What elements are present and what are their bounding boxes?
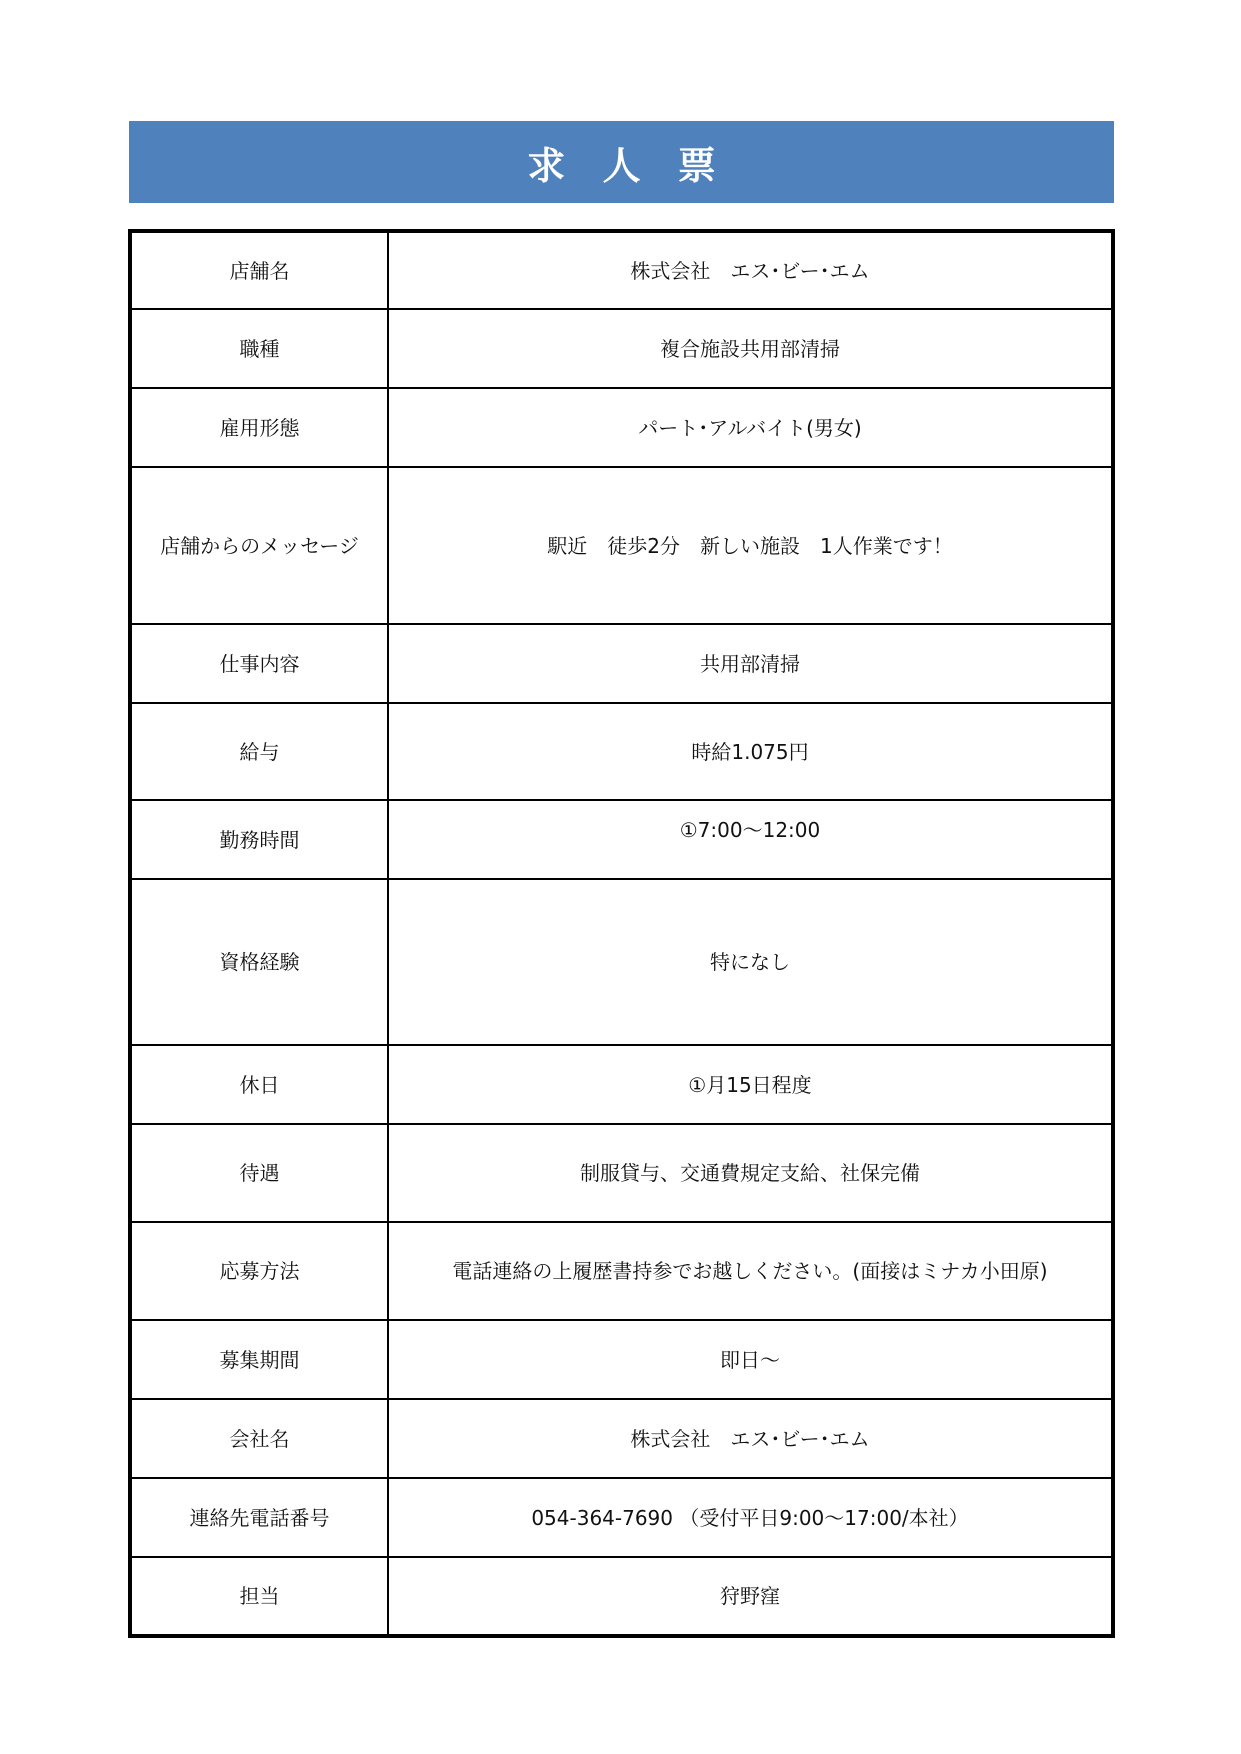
label-holidays: 休日 [130, 1045, 388, 1124]
table-row-recruitment-period [130, 1320, 1113, 1399]
table-row-store-name [130, 231, 1113, 309]
label-qualifications: 資格経験 [130, 879, 388, 1045]
value-job-type: 複合施設共用部清掃 [388, 309, 1113, 388]
table-row-job-type [130, 309, 1113, 388]
label-store-message: 店舗からのメッセージ [130, 467, 388, 624]
table-row-application-method [130, 1222, 1113, 1320]
value-benefits: 制服貸与、交通費規定支給、社保完備 [388, 1124, 1113, 1222]
value-application-method: 電話連絡の上履歴書持参でお越しください。(面接はミナカ小田原) [388, 1222, 1113, 1320]
label-company-name: 会社名 [130, 1399, 388, 1478]
label-contact-phone: 連絡先電話番号 [130, 1478, 388, 1557]
table-row-benefits [130, 1124, 1113, 1222]
label-job-content: 仕事内容 [130, 624, 388, 703]
table-row-working-hours [130, 800, 1113, 879]
value-working-hours: ①7:00～12:00 [388, 800, 1113, 879]
value-holidays: ①月15日程度 [388, 1045, 1113, 1124]
table-row-employment-type [130, 388, 1113, 467]
title-banner [129, 121, 1114, 203]
label-recruitment-period: 募集期間 [130, 1320, 388, 1399]
value-salary: 時給1.075円 [388, 703, 1113, 800]
value-store-name: 株式会社 エス･ビー･エム [388, 231, 1113, 309]
value-contact-phone: 054-364-7690 （受付平日9:00～17:00/本社） [388, 1478, 1113, 1557]
label-benefits: 待遇 [130, 1124, 388, 1222]
table-row-holidays [130, 1045, 1113, 1124]
label-employment-type: 雇用形態 [130, 388, 388, 467]
value-qualifications: 特になし [388, 879, 1113, 1045]
label-store-name: 店舗名 [130, 231, 388, 309]
label-person-in-charge: 担当 [130, 1557, 388, 1636]
value-employment-type: パート･アルバイト(男女) [388, 388, 1113, 467]
table-row-company-name [130, 1399, 1113, 1478]
label-application-method: 応募方法 [130, 1222, 388, 1320]
table-row-person-in-charge [130, 1557, 1113, 1636]
value-store-message: 駅近 徒歩2分 新しい施設 1人作業です！ [388, 467, 1113, 624]
table-row-contact-phone [130, 1478, 1113, 1557]
value-job-content: 共用部清掃 [388, 624, 1113, 703]
table-row-job-content [130, 624, 1113, 703]
value-person-in-charge: 狩野窪 [388, 1557, 1113, 1636]
label-working-hours: 勤務時間 [130, 800, 388, 879]
job-info-table [128, 229, 1115, 1638]
table-row-store-message [130, 467, 1113, 624]
page-title: 求 人 票 [527, 143, 728, 188]
table-row-qualifications [130, 879, 1113, 1045]
value-company-name: 株式会社 エス･ビー･エム [388, 1399, 1113, 1478]
value-recruitment-period: 即日～ [388, 1320, 1113, 1399]
label-salary: 給与 [130, 703, 388, 800]
label-job-type: 職種 [130, 309, 388, 388]
table-row-salary [130, 703, 1113, 800]
